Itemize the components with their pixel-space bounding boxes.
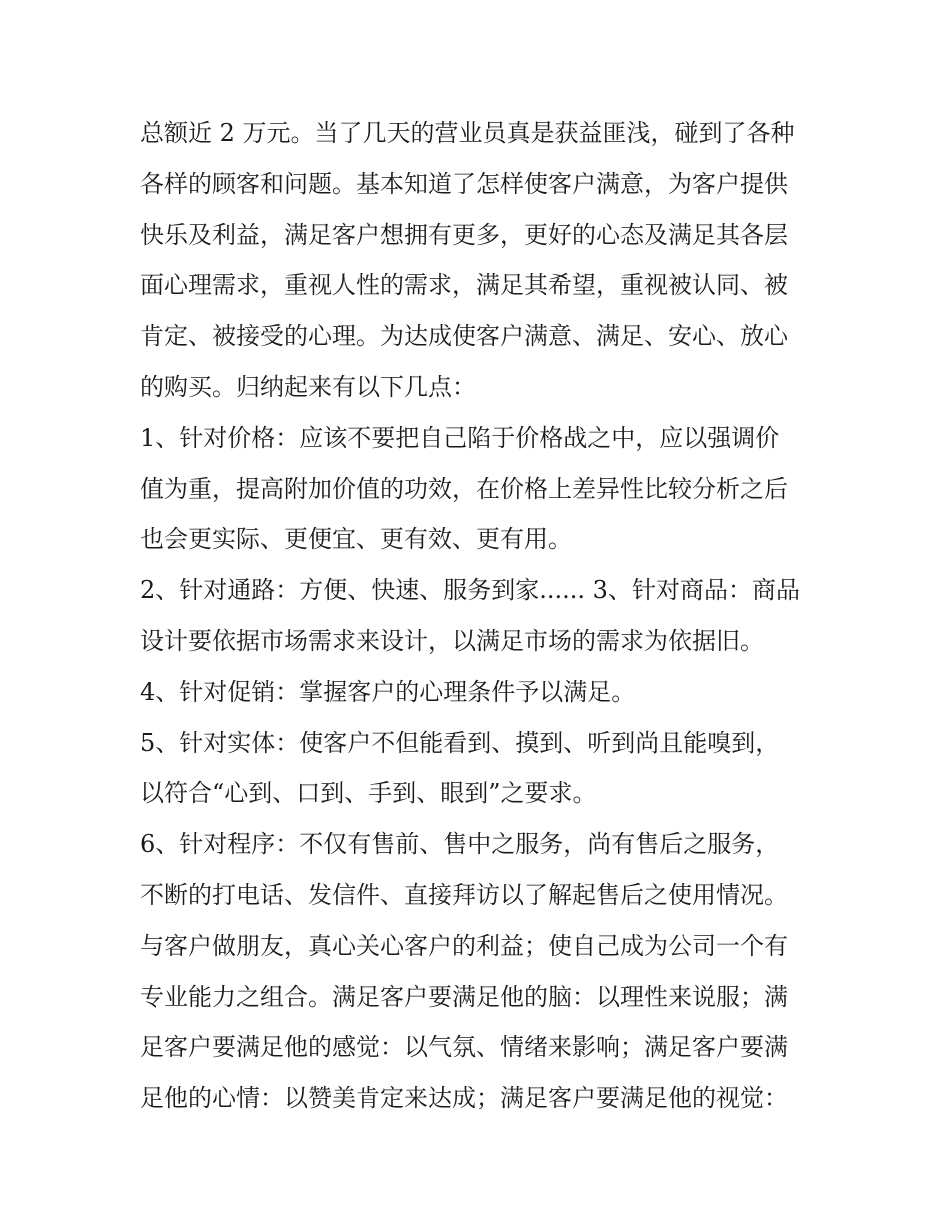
list-item-procedure: 6、针对程序：不仅有售前、售中之服务，尚有售后之服务， <box>140 830 780 859</box>
text-line: 专业能力之组合。满足客户要满足他的脑：以理性来说服；满 <box>140 982 788 1011</box>
text-line: 的购买。归纳起来有以下几点： <box>140 372 476 401</box>
body-text <box>140 108 820 1124</box>
list-item-entity: 5、针对实体：使客户不但能看到、摸到、听到尚且能嗅到， <box>140 728 780 757</box>
text-line: 各样的顾客和问题。基本知道了怎样使客户满意，为客户提供 <box>140 169 788 198</box>
text-line: 不断的打电话、发信件、直接拜访以了解起售后之使用情况。 <box>140 880 788 909</box>
text-line: 肯定、被接受的心理。为达成使客户满意、满足、安心、放心 <box>140 322 788 351</box>
list-item-price: 1、针对价格：应该不要把自己陷于价格战之中，应以强调价 <box>140 423 780 452</box>
text-line: 快乐及利益，满足客户想拥有更多，更好的心态及满足其各层 <box>140 220 788 249</box>
text-line: 以符合“心到、口到、手到、眼到”之要求。 <box>140 779 597 808</box>
text-line: 足客户要满足他的感觉：以气氛、情绪来影响；满足客户要满 <box>140 1033 788 1062</box>
text-line: 总额近 2 万元。当了几天的营业员真是获益匪浅，碰到了各种 <box>140 119 795 147</box>
text-line: 也会更实际、更便宜、更有效、更有用。 <box>140 525 572 554</box>
text-line: 值为重，提高附加价值的功效，在价格上差异性比较分析之后 <box>140 474 788 503</box>
list-item-channel: 2、针对通路：方便、快速、服务到家...... 3、针对商品：商品 <box>140 576 800 605</box>
text-line: 与客户做朋友，真心关心客户的利益；使自己成为公司一个有 <box>140 931 788 960</box>
text-line: 面心理需求，重视人性的需求，满足其希望，重视被认同、被 <box>140 271 788 300</box>
text-line: 足他的心情：以赞美肯定来达成；满足客户要满足他的视觉： <box>140 1084 788 1113</box>
list-item-promotion: 4、针对促销：掌握客户的心理条件予以满足。 <box>140 677 636 706</box>
text-line: 设计要依据市场需求来设计，以满足市场的需求为依据旧。 <box>140 626 764 655</box>
